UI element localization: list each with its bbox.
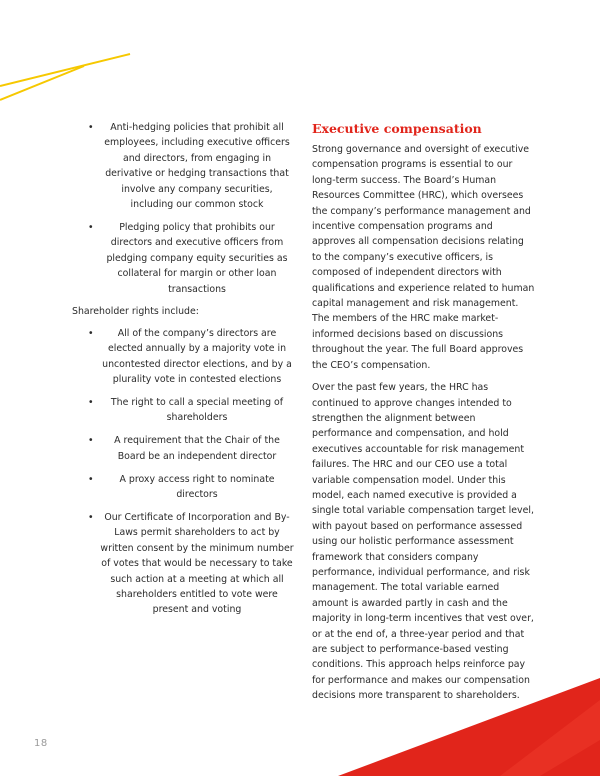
bullet-icon: • <box>88 221 94 233</box>
section-heading: Executive compensation <box>312 121 482 136</box>
bullet-icon: • <box>88 473 94 485</box>
list-item: • A proxy access right to nominate directors <box>88 473 275 501</box>
list-item: • The right to call a special meeting of shareholders <box>88 397 284 424</box>
page-number: 18 <box>34 738 48 749</box>
policy-list <box>72 120 294 297</box>
list-item: • A requirement that the Chair of the Board be an independent director <box>88 435 280 462</box>
paragraph: Strong governance and oversight of executive compensation programs is essential to our long-term success. The Board’s Human Resources Committee (HRC), which oversees the company’s performance management and incentive compensation programs and approves all compensation decisions relating to the company’s executive officers, is composed of independent directors with qualifications and experience related to human capital management and risk management. The members of the HRC make market-informed decisions based on discussions throughout the year. The full Board approves the CEO’s compensation. <box>312 144 535 371</box>
bullet-icon: • <box>88 122 94 133</box>
list-item: • Our Certificate of Incorporation and By-Laws permit shareholders to act by written consent by the minimum number of votes that would be necessary to take such action at a meeting at which all shareholders entitled to vote were present and voting <box>88 511 294 616</box>
bullet-icon: • <box>88 435 94 447</box>
bullet-icon: • <box>88 327 94 339</box>
list-item: • Anti-hedging policies that prohibit all employees, including executive officers and directors, from engaging in derivative or hedging transactions that involve any company securities, including our common stock <box>88 122 290 211</box>
list-item: • All of the company’s directors are elected annually by a majority vote in uncontested director elections, and by a plurality vote in contested elections <box>88 327 292 386</box>
bullet-icon: • <box>88 511 94 523</box>
bullet-icon: • <box>88 397 94 408</box>
left-column <box>72 120 294 625</box>
shareholder-rights-list <box>72 326 294 618</box>
paragraph: Over the past few years, the HRC has continued to approve changes intended to strengthen the alignment between performance and compensation, and hold executives accountable for risk management failures. The HRC and our CEO use a total variable compensation model. Under this model, each named executive is provided a single total variable compensation target level, with payout based on performance assessed using our holistic performance assessment framework that considers company performance, individual performance, and risk management. The total variable earned amount is awarded partly in cash and the majority in long-term incentives that vest over, or at the end of, a three-year period and that are subject to performance-based vesting conditions. This approach helps reinforce pay for performance and makes our compensation decisions more transparent to shareholders. <box>312 382 534 702</box>
right-column <box>312 120 536 711</box>
list-item: • Pledging policy that prohibits our directors and executive officers from pledging company equity securities as collateral for margin or other loan transactions <box>88 221 288 295</box>
shareholder-rights-subhead: Shareholder rights include: <box>72 306 199 318</box>
